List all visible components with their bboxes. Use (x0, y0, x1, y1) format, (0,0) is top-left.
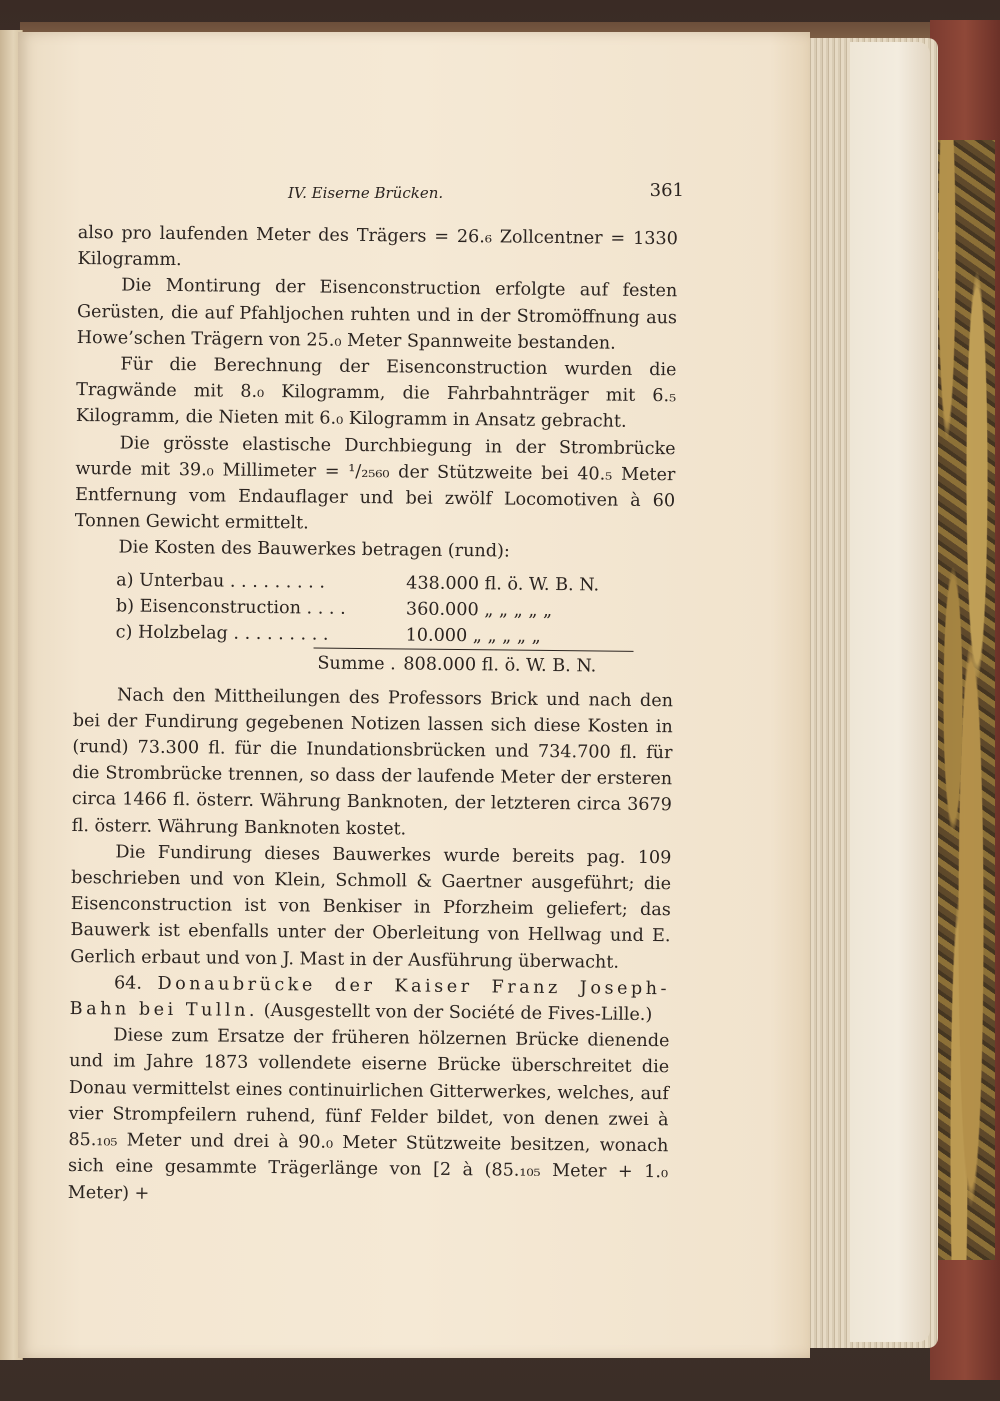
cost-sum-row (313, 647, 633, 681)
paragraph: Die Fundirung dieses Bauwerkes wurde bereits pag. 109 beschrieben und von Klein, Schmoll & Gaertner ausgeführt; die Eisenconstruction ist von Benkiser in Pforzheim geliefert; das Bauwerk ist ebenfalls unter der Oberleitung von Hellwag und E. Gerlich erbaut und von J. Mast in der Ausführung überwacht. (70, 842, 672, 973)
section-title: Donaubrücke der Kaiser Franz Joseph-Bahn bei Tulln. (69, 973, 671, 1022)
sum-value: 808.000 fl. ö. W. B. N. (403, 654, 597, 677)
page-header (288, 180, 684, 210)
cost-table (73, 567, 674, 682)
paragraph: also pro laufenden Meter des Trägers = 26.₆ Zollcentner = 1330 Kilogramm. (77, 222, 678, 271)
cost-value: 360.000 „ „ „ „ „ (405, 599, 553, 621)
marbled-edge (935, 140, 995, 1260)
page-number: 361 (649, 180, 684, 201)
section-note: (Ausgestellt von der Société de Fives-Lille.) (263, 1001, 653, 1026)
cost-value: 10.000 „ „ „ „ „ (405, 625, 541, 647)
cost-label: a) Unterbau . . . . . . . . . (116, 570, 326, 593)
cost-label: c) Holzbelag . . . . . . . . . (115, 622, 329, 645)
paragraph: Die Kosten des Bauwerkes betragen (rund): (118, 537, 510, 562)
sum-label: Summe . (317, 653, 396, 674)
cost-label: b) Eisenconstruction . . . . (115, 596, 346, 619)
section-number: 64. (113, 973, 143, 994)
paragraph: Diese zum Ersatze der früheren hölzernen Brücke dienende und im Jahre 1873 vollendete eiserne Brücke überschreitet die Donau vermittelst eines continuirlichen Gitterwerkes, welches, auf vier Strompfeilern ruhend, fünf Felder bildet, von denen zwei à 85.₁₀₅ Meter und drei à 90.₀ Meter Stützweite besitzen, wonach sich eine gesammte Trägerlänge von [2 à (85.₁₀₅ Meter + 1.₀ Meter) + (67, 1025, 670, 1204)
page-stack-front (850, 42, 930, 1342)
cost-row (74, 619, 674, 651)
running-title: IV. Eiserne Brücken. (288, 184, 444, 202)
section-heading (70, 970, 671, 1029)
paragraph: Für die Berechnung der Eisenconstruction wurden die Tragwände mit 8.₀ Kilogramm, die Fahrbahnträger mit 6.₅ Kilogramm, die Nieten mit 6.₀ Kilogramm in Ansatz gebracht. (75, 354, 677, 433)
cost-value: 438.000 fl. ö. W. B. N. (406, 573, 600, 596)
page-body (68, 220, 678, 1212)
paragraph: Nach den Mittheilungen des Professors Brick und nach den bei der Fundirung gegebenen Notizen lassen sich diese Kosten in (rund) 73.300 fl. für die Inundationsbrücken und 734.700 fl. für die Strombrücke trennen, so dass der laufende Meter der ersteren circa 1466 fl. österr. Währung Banknoten, der letzteren circa 3679 fl. österr. Währung Banknoten kostet. (71, 685, 674, 840)
paragraph: Die Montirung der Eisenconstruction erfolgte auf festen Gerüsten, die auf Pfahljochen ruhten und in der Stromöffnung aus Howe’schen Trägern von 25.₀ Meter Spannweite bestanden. (76, 275, 678, 354)
paragraph: Die grösste elastische Durchbiegung in der Strombrücke wurde mit 39.₀ Millimeter = ¹/₂₅₆₀ der Stützweite bei 40.₅ Meter Entfernung vom Endauflager und bei zwölf Locomotiven à 60 Tonnen Gewicht ermittelt. (74, 433, 676, 534)
